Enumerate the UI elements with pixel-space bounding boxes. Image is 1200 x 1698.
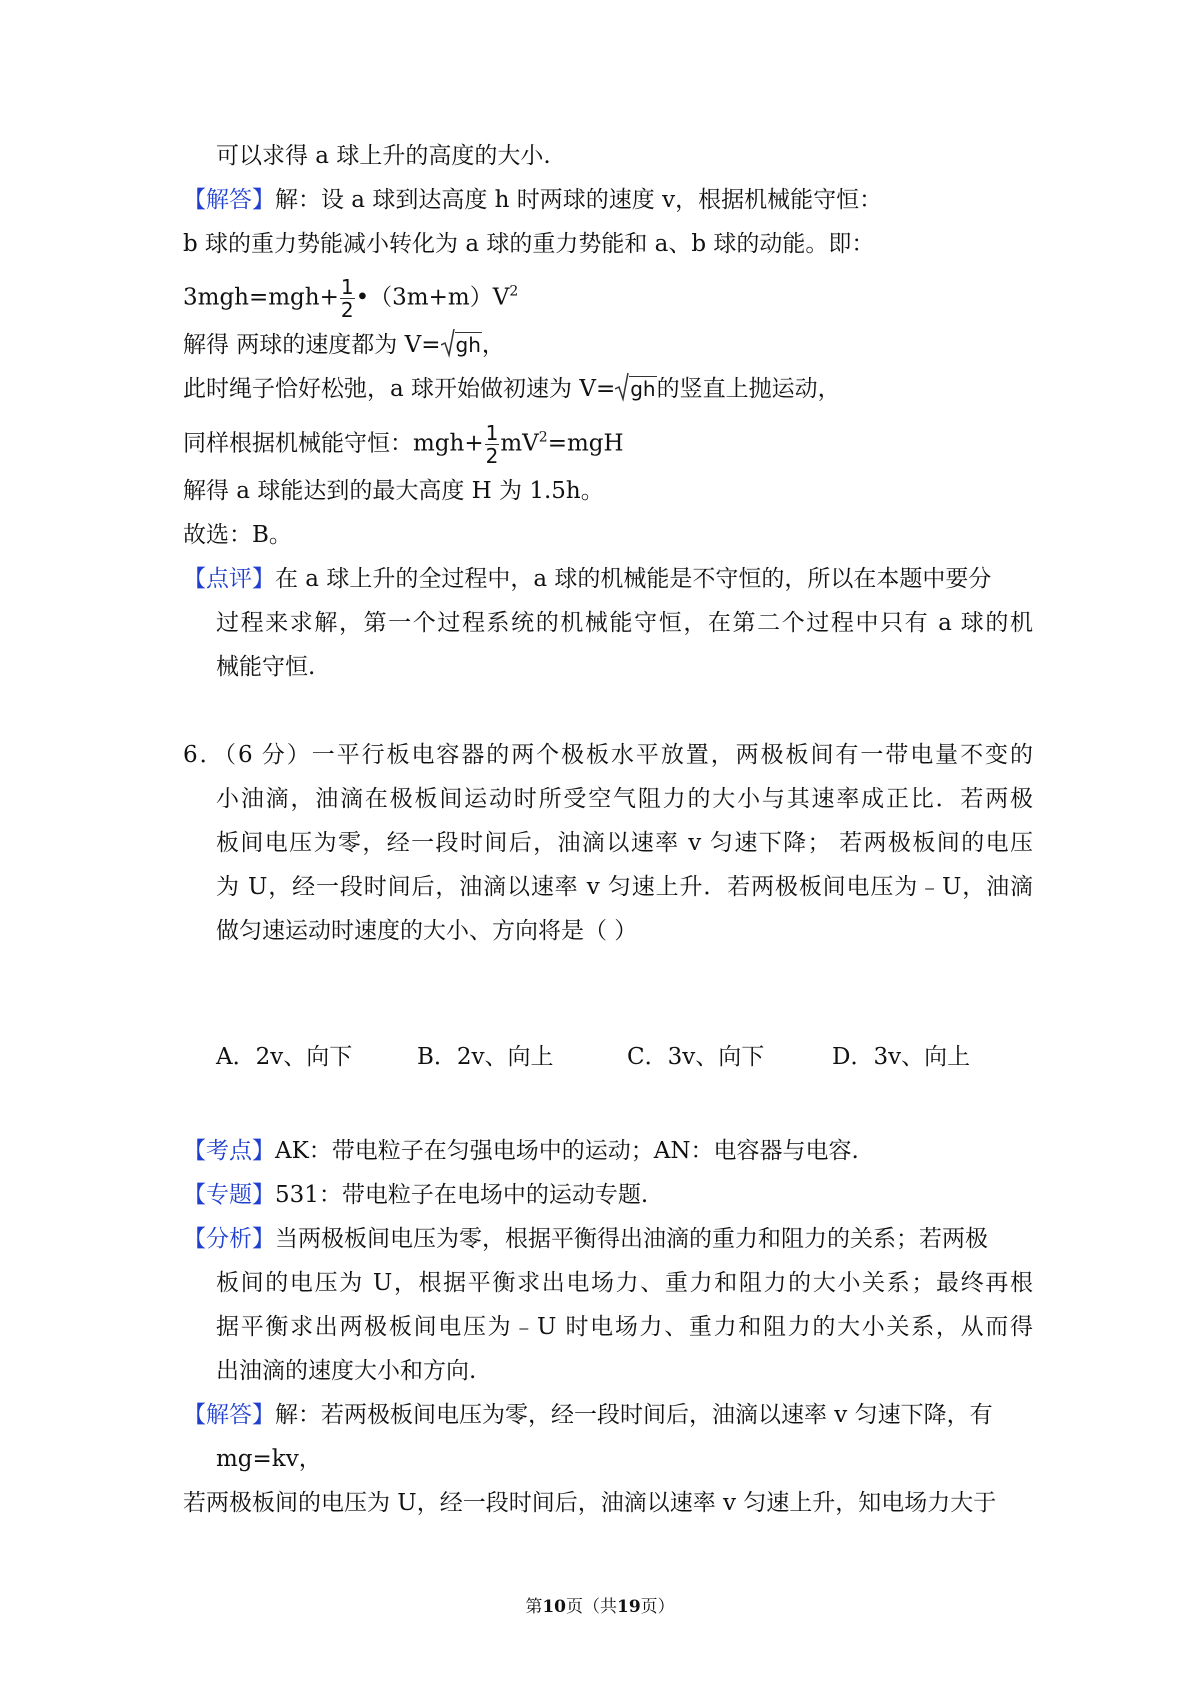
radical-sign-icon [615,372,629,402]
fenxi-line-3: 据平衡求出两极板间电压为﹣U 时电场力、重力和阻力的大小关系，从而得 [216,1314,1033,1340]
answer-l6-mid: mV [500,430,539,457]
eq1-numerator: 1 [340,275,354,299]
energy-equation [183,276,1033,321]
fenxi-line-2: 板间的电压为 U，根据平衡求出电场力、重力和阻力的大小关系；最终再根 [216,1270,1033,1296]
answer-l5-pre: 此时绳子恰好松弛，a 球开始做初速为 V= [183,376,616,402]
eq1-exponent: 2 [509,283,519,300]
option-b: B．2v、向上 [417,1044,554,1070]
comment-line-1 [183,564,1033,594]
page-footer [0,1595,1200,1619]
kaodian-text: AK：带电粒子在匀强电场中的运动；AN：电容器与电容. [275,1138,859,1164]
comment-tag: 【点评】 [183,566,275,592]
zhuanti-text: 531：带电粒子在电场中的运动专题. [275,1182,649,1208]
eq1-left: 3mgh=mgh+ [183,284,339,311]
answer-line-7: 解得 a 球能达到的最大高度 H 为 1.5h。 [183,478,604,504]
answer-line-6 [183,422,1033,467]
option-c: C．3v、向下 [627,1044,765,1070]
sqrt-gh-1 [441,330,482,360]
question-6-line-1: 6．（6 分）一平行板电容器的两个极板水平放置，两极板间有一带电量不变的 [183,742,1033,768]
footer-page-number: 10 [542,1597,566,1617]
footer-mid: 页（共 [566,1597,617,1617]
comment-text-1: 在 a 球上升的全过程中，a 球的机械能是不守恒的，所以在本题中要分 [275,566,992,592]
eq2-denominator: 2 [485,444,499,468]
answer-l5-post: 的竖直上抛运动， [656,376,841,402]
question-6-line-2: 小油滴，油滴在极板间运动时所受空气阻力的大小与其速率成正比．若两极 [216,786,1033,812]
kaodian-tag: 【考点】 [183,1138,275,1164]
comment-line-3: 械能守恒. [216,654,316,680]
radicand-2: gh [630,377,656,401]
answer-tag: 【解答】 [183,187,275,213]
option-d: D．3v、向上 [832,1044,971,1070]
jieda-line-2: mg=kv， [216,1446,322,1472]
zhuanti-tag: 【专题】 [183,1182,275,1208]
eq1-right: •（3m+m）V [355,284,510,311]
radicand-1: gh [455,333,481,357]
footer-post: 页） [640,1597,675,1617]
kaodian-line [183,1136,1033,1166]
fenxi-line-1 [183,1224,1033,1254]
answer-l4-post: ， [481,332,505,358]
eq2-fraction [485,422,500,467]
radical-sign-icon [441,328,455,358]
fenxi-text-1: 当两极板间电压为零，根据平衡得出油滴的重力和阻力的关系；若两极 [275,1226,988,1252]
footer-pre: 第 [525,1597,543,1617]
answer-l6-pre: 同样根据机械能守恒：mgh+ [183,430,484,457]
answer-line-4 [183,330,1033,360]
jieda-line-3: 若两极板间的电压为 U，经一段时间后，油滴以速率 v 匀速上升，知电场力大于 [183,1490,997,1516]
fenxi-line-4: 出油滴的速度大小和方向. [216,1358,477,1384]
answer-line-8: 故选：B。 [183,522,292,548]
answer-l6-post: =mgH [547,430,624,457]
answer-line-1 [183,185,1033,215]
eq1-fraction [340,276,355,321]
question-6-line-4: 为 U，经一段时间后，油滴以速率 v 匀速上升．若两极板间电压为﹣U，油滴 [216,874,1033,900]
answer-l4-pre: 解得 两球的速度都为 V= [183,332,441,358]
jieda-tag: 【解答】 [183,1402,275,1428]
sqrt-gh-2 [615,374,656,404]
answer-text-1: 解：设 a 球到达高度 h 时两球的速度 v，根据机械能守恒： [275,187,883,213]
question-6-line-3: 板间电压为零，经一段时间后，油滴以速率 v 匀速下降； 若两极板间的电压 [216,830,1033,856]
comment-line-2: 过程来求解，第一个过程系统的机械能守恒，在第二个过程中只有 a 球的机 [216,610,1033,636]
eq1-denominator: 2 [340,298,354,322]
fenxi-tag: 【分析】 [183,1226,275,1252]
jieda-line-1 [183,1400,1033,1430]
analysis-tail: 可以求得 a 球上升的高度的大小. [216,143,551,169]
answer-line-2: b 球的重力势能减小转化为 a 球的重力势能和 a、b 球的动能。即： [183,231,875,257]
answer-line-5 [183,374,1033,404]
jieda-text-1: 解：若两极板间电压为零，经一段时间后，油滴以速率 v 匀速下降，有 [275,1402,993,1428]
zhuanti-line [183,1180,1033,1210]
eq2-numerator: 1 [485,421,499,445]
footer-total-pages: 19 [617,1597,641,1617]
option-a: A．2v、向下 [216,1044,353,1070]
eq2-exponent: 2 [538,429,548,446]
question-6-line-5: 做匀速运动时速度的大小、方向将是（ ） [216,918,638,944]
